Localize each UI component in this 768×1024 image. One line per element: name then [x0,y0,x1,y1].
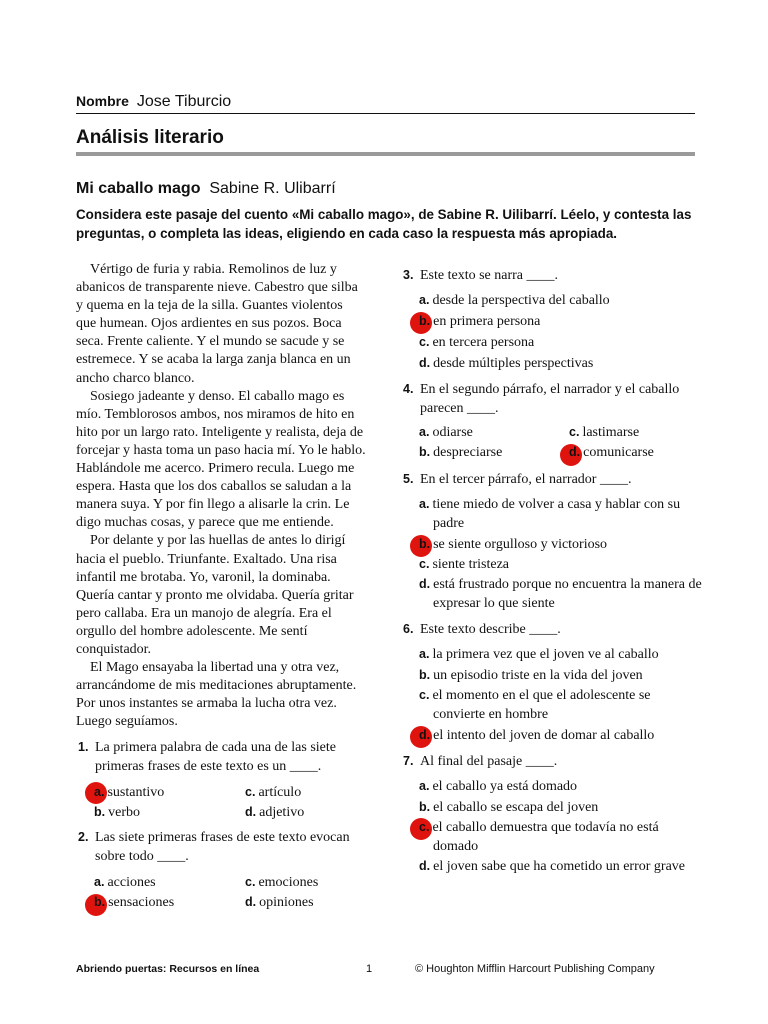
passage [76,261,366,731]
question-text: En el tercer párrafo, el narrador ____. [420,472,632,487]
option-3d[interactable]: d. desde múltiples perspectivas [419,356,594,371]
option-2c[interactable]: c. emociones [245,875,319,890]
name-label: Nombre [76,93,129,109]
option-2d[interactable]: d. opiniones [245,895,314,910]
option-7d[interactable]: d. el joven sabe que ha cometido un error grave [419,859,686,874]
option-5d[interactable]: d. está frustrado porque no encuentra la manera de expresar lo que siente [419,577,702,611]
question-number: 1. [78,740,89,754]
question-number: 3. [403,268,414,282]
question-1 [78,738,368,778]
option-3c[interactable]: c. en tercera persona [419,335,535,350]
section-rule [76,152,695,156]
option-3a[interactable]: a. desde la perspectiva del caballo [419,293,610,308]
story-title [76,180,336,198]
story-author: Sabine R. Ulibarrí [209,180,336,197]
question-number: 5. [403,472,414,486]
question-number: 2. [78,830,89,844]
option-5c[interactable]: c. siente tristeza [419,557,510,572]
passage-paragraph: Sosiego jadeante y denso. El caballo mago es mío. Temblorosos ambos, nos miramos de hito en hito por un largo rato. Inteligente y realista, deja de forcejar y hasta toma un paso hacia mí. Yo le hablo. Hablándole me acerco. Primero recula. Luego me espera. Hasta que los dos caballos se saludan a la manera suya. Y por fin llego a alisarle la crin. Le digo muchas cosas, y parece que me entiende. [76,388,366,531]
question-text: Las siete primeras frases de este texto evocan sobre todo ____. [95,830,350,864]
question-2 [78,828,368,868]
question-number: 4. [403,382,414,396]
story-name: Mi caballo mago [76,180,201,197]
instructions: Considera este pasaje del cuento «Mi caballo mago», de Sabine R. Uilibarrí. Léelo, y contesta las preguntas, o completa las ideas, eligiendo en cada caso la respuesta más apropiada. [76,207,692,241]
question-number: 6. [403,622,414,636]
option-6d[interactable]: d. el intento del joven de domar al caballo [419,728,655,743]
passage-paragraph: Por delante y por las huellas de antes lo dirigí hacia el pueblo. Triunfante. Exaltado. Una risa infantil me brotaba. Yo, varonil, la dominaba. Quería cantar y pronto me olvidaba. Quería gritar pero callaba. Era un manojo de alegría. Era el orgullo del hombre adolescente. Me sentí conquistador. [76,533,354,657]
question-text: Este texto describe ____. [420,622,561,637]
option-6a[interactable]: a. la primera vez que el joven ve al caballo [419,647,659,662]
option-2a[interactable]: a. acciones [94,875,156,890]
option-5b[interactable]: b. se siente orgulloso y victorioso [419,537,608,552]
option-1d[interactable]: d. adjetivo [245,805,305,820]
question-text: Este texto se narra ____. [420,268,559,283]
footer-source: Abriendo puertas: Recursos en línea [76,963,260,975]
question-5 [403,470,703,490]
option-7b[interactable]: b. el caballo se escapa del joven [419,800,599,815]
option-6c[interactable]: c. el momento en el que el adolescente se convierte en hombre [419,688,651,722]
option-1c[interactable]: c. artículo [245,785,302,800]
option-2b[interactable]: b. sensaciones [94,895,175,910]
question-text: La primera palabra de cada una de las siete primeras frases de este texto es un ____. [95,740,336,774]
option-1b[interactable]: b. verbo [94,805,140,820]
option-4d[interactable]: d. comunicarse [569,445,654,460]
option-4a[interactable]: a. odiarse [419,425,473,440]
option-6b[interactable]: b. un episodio triste en la vida del joven [419,668,643,683]
question-7 [403,752,703,772]
passage-paragraph: El Mago ensayaba la libertad una y otra vez, arrancándome de mis meditaciones abruptamente. Por unos instantes se armaba la lucha otra vez. Luego seguíamos. [76,660,357,730]
option-7c[interactable]: c. el caballo demuestra que todavía no está domado [419,820,659,854]
option-5a[interactable]: a. tiene miedo de volver a casa y hablar con su padre [419,497,681,531]
name-value: Jose Tiburcio [136,93,232,110]
passage-paragraph: Vértigo de furia y rabia. Remolinos de luz y abanicos de transparente nieve. Cabestro que silba y quema en la teja de la silla. Guantes violentos que humean. Ojos ardientes en sus pozos. Boca seca. Frente caliente. Y el mundo se sacude y se estremece. Y se acaba la larga zanja blanca en un ancho charco blanco. [76,262,358,386]
option-1a[interactable]: a. sustantivo [94,785,165,800]
question-6 [403,620,703,640]
question-text: Al final del pasaje ____. [420,754,558,769]
name-row [76,93,231,111]
question-3 [403,266,703,286]
option-3b[interactable]: b. en primera persona [419,314,541,329]
top-rule [76,113,695,114]
option-7a[interactable]: a. el caballo ya está domado [419,779,578,794]
question-4 [403,380,703,420]
option-4c[interactable]: c. lastimarse [569,425,640,440]
section-title: Análisis literario [76,127,224,148]
question-number: 7. [403,754,414,768]
page-number: 1 [366,963,373,975]
question-text: En el segundo párrafo, el narrador y el caballo parecen ____. [420,382,680,416]
option-4b[interactable]: b. despreciarse [419,445,503,460]
footer-copyright: © Houghton Mifflin Harcourt Publishing Company [415,963,655,975]
